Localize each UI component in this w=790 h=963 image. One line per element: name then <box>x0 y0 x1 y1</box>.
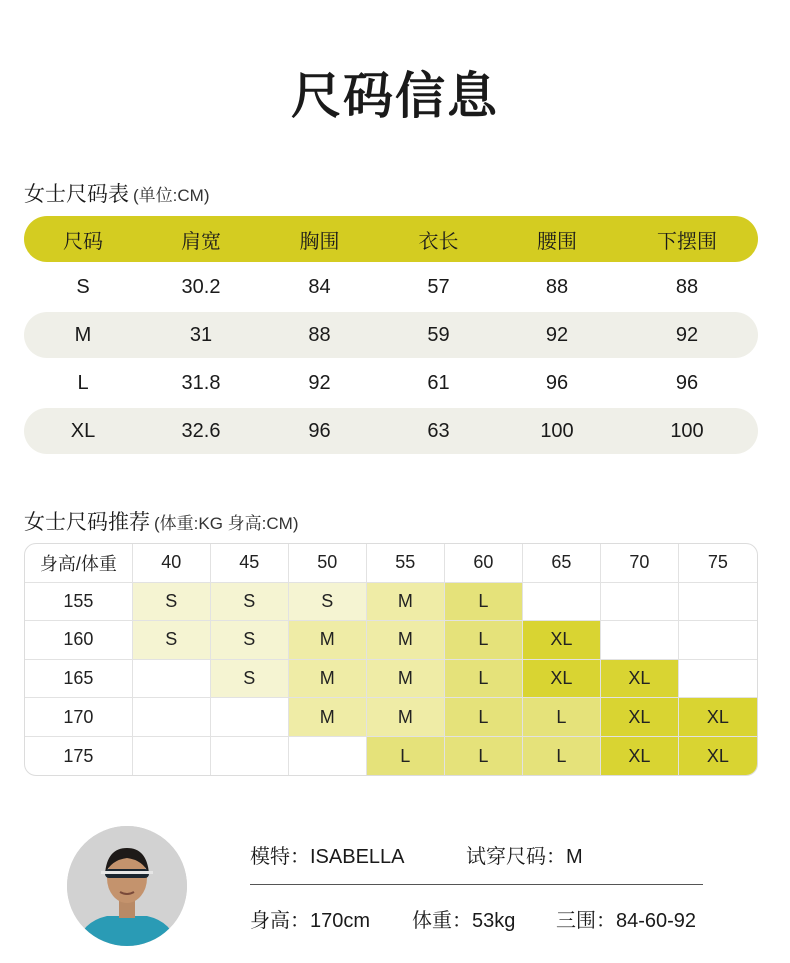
recommend-cell: L <box>367 737 445 776</box>
table-cell: S <box>76 275 90 298</box>
table-cell: 96 <box>308 419 331 442</box>
recommend-cell <box>133 737 211 776</box>
model-photo-icon <box>67 826 187 946</box>
table-cell: 96 <box>675 371 699 394</box>
recommend-cell: L <box>445 583 523 621</box>
height-label: 175 <box>25 737 133 776</box>
recommend-cell: S <box>211 583 289 621</box>
recommend-cell: S <box>211 660 289 698</box>
table-cell: 88 <box>675 275 699 298</box>
table-cell: 92 <box>675 323 699 346</box>
recommend-cell: XL <box>523 621 601 659</box>
header-waist: 腰围 <box>537 230 577 253</box>
recommend-cell: XL <box>601 698 679 736</box>
recommend-cell: XL <box>679 737 757 776</box>
recommend-heading <box>24 506 299 536</box>
weight-header: 75 <box>707 552 728 573</box>
recommend-cell <box>289 737 367 776</box>
table-cell: 100 <box>670 419 704 442</box>
table-cell: 63 <box>427 419 450 442</box>
recommend-cell: M <box>289 660 367 698</box>
size-recommend-grid <box>24 543 758 776</box>
recommend-title: 女士尺码推荐 <box>24 511 150 534</box>
table-cell: 100 <box>540 419 574 442</box>
table-row <box>25 698 757 737</box>
recommend-cell <box>601 621 679 659</box>
recommend-cell: L <box>445 621 523 659</box>
size-chart-unit: (单位:CM) <box>133 186 210 205</box>
recommend-cell: M <box>367 660 445 698</box>
recommend-unit: (体重:KG 身高:CM) <box>154 514 299 533</box>
header-size: 尺码 <box>63 230 103 253</box>
table-cell: 30.2 <box>181 275 221 298</box>
recommend-cell: XL <box>601 737 679 776</box>
table-cell: 61 <box>427 371 450 394</box>
size-chart-heading <box>24 178 209 208</box>
page-title: 尺码信息 <box>291 68 499 124</box>
recommend-cell: M <box>367 583 445 621</box>
table-cell: 31.8 <box>181 371 221 394</box>
table-row <box>25 660 757 699</box>
height-label: 155 <box>25 583 133 621</box>
header-chest: 胸围 <box>299 230 340 253</box>
weight-header: 65 <box>523 544 601 582</box>
table-row <box>24 408 758 454</box>
weight-header: 40 <box>133 544 211 582</box>
table-row <box>25 621 757 660</box>
recommend-cell <box>211 698 289 736</box>
height-label: 170 <box>25 698 133 736</box>
table-row <box>24 360 758 406</box>
height-label: 165 <box>25 660 133 698</box>
recommend-cell: L <box>523 737 601 776</box>
table-cell: M <box>74 323 92 346</box>
header-shoulder: 肩宽 <box>181 230 221 253</box>
recommend-cell <box>211 737 289 776</box>
recommend-cell <box>679 660 757 698</box>
header-hem: 下摆围 <box>657 230 717 253</box>
table-cell: 92 <box>545 323 569 346</box>
table-cell: 59 <box>427 323 450 346</box>
recommend-cell: S <box>133 621 211 659</box>
weight-header: 70 <box>601 544 679 582</box>
size-chart-title: 女士尺码表 <box>24 183 129 206</box>
recommend-cell <box>133 660 211 698</box>
table-cell: 32.6 <box>181 419 221 442</box>
recommend-cell: S <box>133 583 211 621</box>
size-chart-header-row <box>24 216 758 262</box>
recommend-cell: XL <box>679 698 757 736</box>
table-row <box>25 737 757 776</box>
model-height: 身高：170cm <box>250 910 371 932</box>
recommend-cell: M <box>289 621 367 659</box>
size-chart-table <box>24 216 758 456</box>
table-row <box>24 264 758 310</box>
table-cell: XL <box>70 419 96 442</box>
recommend-cell: L <box>445 660 523 698</box>
table-cell: L <box>77 371 89 394</box>
model-weight: 体重：53kg <box>412 910 516 932</box>
recommend-cell <box>679 621 757 659</box>
recommend-cell: L <box>523 698 601 736</box>
model-measurements: 三围：84-60-92 <box>556 910 697 932</box>
recommend-cell: XL <box>523 660 601 698</box>
recommend-cell <box>601 583 679 621</box>
weight-header: 45 <box>211 544 289 582</box>
recommend-cell <box>523 583 601 621</box>
weight-header: 60 <box>445 544 523 582</box>
table-cell: 31 <box>189 323 213 346</box>
table-row <box>25 583 757 622</box>
table-row <box>24 312 758 358</box>
header-length: 衣长 <box>418 230 459 253</box>
model-avatar <box>67 826 187 946</box>
recommend-corner-label: 身高/体重 <box>25 544 133 582</box>
table-cell: 88 <box>545 275 569 298</box>
recommend-cell: M <box>367 698 445 736</box>
height-label: 160 <box>25 621 133 659</box>
divider <box>250 884 703 885</box>
recommend-cell: M <box>367 621 445 659</box>
table-cell: 57 <box>427 275 450 298</box>
table-cell: 96 <box>545 371 569 394</box>
table-cell: 88 <box>308 323 331 346</box>
recommend-cell: XL <box>601 660 679 698</box>
recommend-cell: L <box>445 698 523 736</box>
recommend-cell: M <box>289 698 367 736</box>
recommend-header-row <box>25 544 757 583</box>
recommend-cell <box>133 698 211 736</box>
weight-header: 55 <box>367 544 445 582</box>
recommend-cell: S <box>211 621 289 659</box>
recommend-cell: S <box>289 583 367 621</box>
recommend-cell: L <box>445 737 523 776</box>
model-try-size: 试穿尺码：M <box>466 846 583 868</box>
table-cell: 92 <box>308 371 331 394</box>
recommend-cell <box>679 583 757 621</box>
model-name: 模特：ISABELLA <box>250 846 405 868</box>
table-cell: 84 <box>308 275 331 298</box>
weight-header: 50 <box>289 544 367 582</box>
